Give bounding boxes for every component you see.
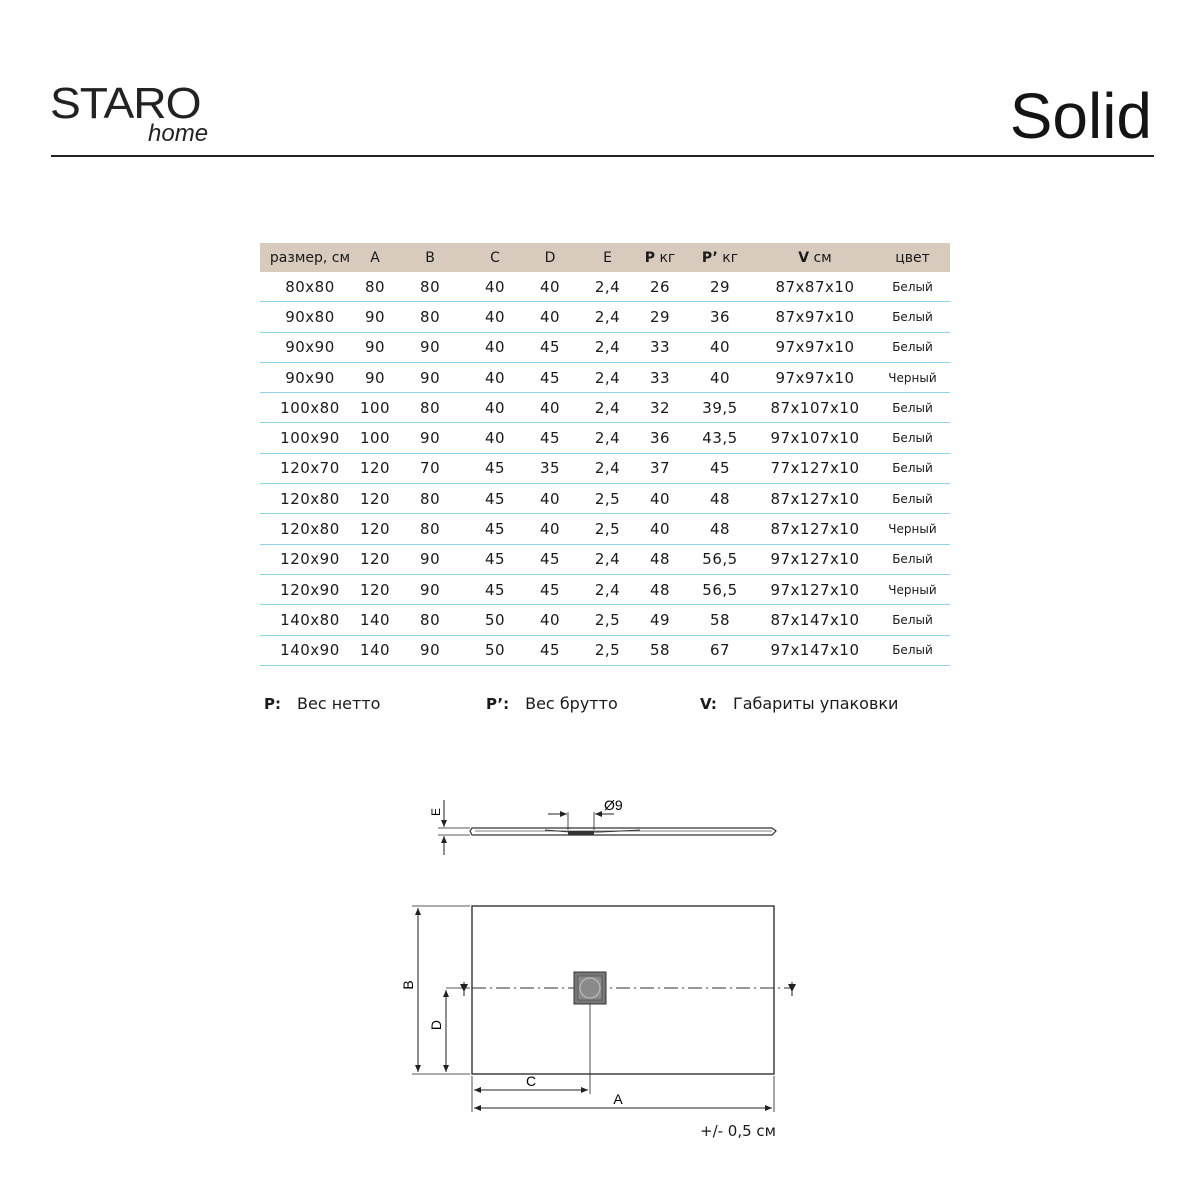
- table-cell: Белый: [875, 302, 950, 332]
- table-cell: 45: [470, 574, 520, 604]
- table-cell: 80: [390, 272, 470, 302]
- column-header: [875, 243, 950, 272]
- table-cell: 49: [635, 605, 685, 635]
- table-cell: 56,5: [685, 574, 755, 604]
- product-title: Solid: [1009, 80, 1152, 152]
- table-cell: 48: [685, 514, 755, 544]
- table-cell: 2,4: [580, 393, 635, 423]
- table-cell: 80x80: [260, 272, 360, 302]
- table-row: [260, 635, 950, 665]
- table-cell: Белый: [875, 635, 950, 665]
- table-cell: 100x90: [260, 423, 360, 453]
- table-cell: Черный: [875, 574, 950, 604]
- column-header: [520, 243, 580, 272]
- table-cell: 40: [685, 332, 755, 362]
- table-cell: Белый: [875, 605, 950, 635]
- column-header-text: D: [544, 249, 556, 266]
- table-cell: 40: [520, 605, 580, 635]
- table-cell: 80: [390, 393, 470, 423]
- dimension-a-label: A: [613, 1091, 623, 1107]
- table-cell: 120x70: [260, 453, 360, 483]
- legend-item-package-size: [700, 694, 898, 713]
- table-cell: 120x90: [260, 574, 360, 604]
- table-row: [260, 574, 950, 604]
- table-row: [260, 453, 950, 483]
- table-cell: 2,5: [580, 605, 635, 635]
- header-divider: [51, 155, 1154, 157]
- table-cell: Белый: [875, 453, 950, 483]
- table-cell: 45: [470, 484, 520, 514]
- table-cell: 2,4: [580, 453, 635, 483]
- table-body: [260, 272, 950, 665]
- table-cell: 97x107x10: [755, 423, 875, 453]
- brand-logo: [50, 80, 240, 150]
- table-cell: 2,5: [580, 635, 635, 665]
- table-cell: Черный: [875, 514, 950, 544]
- table-cell: 33: [635, 362, 685, 392]
- table-row: [260, 362, 950, 392]
- table-cell: 45: [520, 544, 580, 574]
- table-cell: 40: [635, 484, 685, 514]
- table-cell: 87x127x10: [755, 514, 875, 544]
- table-cell: 40: [470, 332, 520, 362]
- column-header: [755, 243, 875, 272]
- table-row: [260, 544, 950, 574]
- table-cell: 87x147x10: [755, 605, 875, 635]
- table-cell: 2,4: [580, 302, 635, 332]
- table-cell: 100: [360, 423, 390, 453]
- dimension-e-label: E: [429, 807, 443, 817]
- table-cell: 58: [635, 635, 685, 665]
- table-cell: 45: [520, 574, 580, 604]
- table-cell: 40: [470, 272, 520, 302]
- table-cell: 48: [635, 544, 685, 574]
- legend-text: Вес нетто: [297, 694, 381, 713]
- table-cell: 70: [390, 453, 470, 483]
- legend-text: Вес брутто: [525, 694, 618, 713]
- column-header-symbol: V: [798, 249, 810, 266]
- table-cell: 40: [520, 272, 580, 302]
- table-cell: 100: [360, 393, 390, 423]
- table-cell: 29: [635, 302, 685, 332]
- table-cell: 87x107x10: [755, 393, 875, 423]
- table-cell: 45: [470, 544, 520, 574]
- table-cell: 90: [360, 332, 390, 362]
- table-cell: 87x87x10: [755, 272, 875, 302]
- table-cell: 2,5: [580, 514, 635, 544]
- side-profile-view: [429, 797, 776, 855]
- table-cell: 87x127x10: [755, 484, 875, 514]
- table-cell: 140: [360, 635, 390, 665]
- table-cell: 120: [360, 544, 390, 574]
- table-cell: 29: [685, 272, 755, 302]
- legend-key: P:: [264, 695, 281, 713]
- column-header-text: E: [603, 249, 612, 266]
- table-cell: 97x147x10: [755, 635, 875, 665]
- table-cell: 80: [390, 605, 470, 635]
- table-cell: 120x80: [260, 514, 360, 544]
- column-header-text: C: [490, 249, 500, 266]
- table-cell: Белый: [875, 484, 950, 514]
- table-cell: Белый: [875, 423, 950, 453]
- table-cell: 36: [685, 302, 755, 332]
- brand-logo-sub: home: [148, 120, 209, 147]
- dimension-c-label: C: [525, 1073, 537, 1089]
- column-header-text: размер, см: [269, 249, 351, 266]
- table-cell: Белый: [875, 332, 950, 362]
- column-header: [580, 243, 635, 272]
- table-cell: 120x90: [260, 544, 360, 574]
- table-cell: 35: [520, 453, 580, 483]
- table-cell: 40: [470, 302, 520, 332]
- table-cell: 90: [360, 302, 390, 332]
- table-cell: 39,5: [685, 393, 755, 423]
- spec-table: [260, 243, 950, 666]
- legend-item-net-weight: [264, 694, 380, 713]
- column-header: [360, 243, 390, 272]
- table-cell: 90: [390, 423, 470, 453]
- table-cell: 77x127x10: [755, 453, 875, 483]
- table-cell: 50: [470, 635, 520, 665]
- table-cell: 80: [390, 484, 470, 514]
- table-cell: 90: [390, 574, 470, 604]
- table-row: [260, 302, 950, 332]
- table-cell: 100x80: [260, 393, 360, 423]
- column-header-text: кг: [717, 249, 739, 266]
- table-cell: 40: [470, 362, 520, 392]
- table-cell: 120: [360, 484, 390, 514]
- table-cell: 45: [685, 453, 755, 483]
- table-cell: 90x90: [260, 362, 360, 392]
- table-cell: 40: [520, 514, 580, 544]
- table-cell: 40: [520, 302, 580, 332]
- table-header-row: [260, 243, 950, 272]
- column-header: [635, 243, 685, 272]
- table-cell: 140x90: [260, 635, 360, 665]
- legend-item-gross-weight: [486, 694, 618, 713]
- table-cell: 40: [520, 484, 580, 514]
- table-cell: Белый: [875, 544, 950, 574]
- column-header-text: кг: [655, 249, 676, 266]
- table-cell: 48: [635, 574, 685, 604]
- table-cell: 48: [685, 484, 755, 514]
- table-row: [260, 514, 950, 544]
- table-cell: 32: [635, 393, 685, 423]
- legend-text: Габариты упаковки: [732, 694, 899, 713]
- table-cell: 120: [360, 514, 390, 544]
- table-cell: 97x127x10: [755, 544, 875, 574]
- technical-drawing: [0, 780, 1200, 1120]
- table-cell: 97x127x10: [755, 574, 875, 604]
- column-header-text: см: [809, 249, 832, 266]
- table-cell: 2,4: [580, 544, 635, 574]
- table-cell: 45: [520, 635, 580, 665]
- legend-key: V:: [700, 695, 717, 713]
- table-cell: 90x80: [260, 302, 360, 332]
- table-cell: 90: [390, 362, 470, 392]
- top-view: [400, 906, 796, 1112]
- table-cell: Черный: [875, 362, 950, 392]
- column-header: [260, 243, 360, 272]
- table-cell: 45: [520, 362, 580, 392]
- table-row: [260, 605, 950, 635]
- table-cell: 2,4: [580, 362, 635, 392]
- table-row: [260, 393, 950, 423]
- drain-diameter-label: Ø9: [604, 797, 623, 813]
- column-header-symbol: P’: [701, 249, 718, 266]
- table-cell: 43,5: [685, 423, 755, 453]
- legend-key: P’:: [486, 695, 510, 713]
- table-cell: 33: [635, 332, 685, 362]
- table-row: [260, 423, 950, 453]
- table-cell: 40: [470, 393, 520, 423]
- column-header: [390, 243, 470, 272]
- table-cell: 58: [685, 605, 755, 635]
- table-cell: 40: [470, 423, 520, 453]
- table-cell: 90: [360, 362, 390, 392]
- table-cell: 50: [470, 605, 520, 635]
- table-cell: 2,4: [580, 272, 635, 302]
- column-header-symbol: P: [644, 249, 655, 266]
- table-cell: 40: [520, 393, 580, 423]
- table-cell: 80: [360, 272, 390, 302]
- table-cell: Белый: [875, 393, 950, 423]
- table-cell: 45: [520, 423, 580, 453]
- table-cell: 120: [360, 453, 390, 483]
- table-cell: 80: [390, 514, 470, 544]
- table-cell: 90: [390, 332, 470, 362]
- table-cell: 56,5: [685, 544, 755, 574]
- table-cell: 90x90: [260, 332, 360, 362]
- table-cell: 90: [390, 544, 470, 574]
- column-header-text: цвет: [895, 249, 930, 266]
- table-cell: 97x97x10: [755, 362, 875, 392]
- table-cell: 37: [635, 453, 685, 483]
- table-cell: 45: [520, 332, 580, 362]
- table-cell: 26: [635, 272, 685, 302]
- tolerance-note: +/- 0,5 см: [700, 1122, 776, 1140]
- table-cell: 36: [635, 423, 685, 453]
- table-row: [260, 332, 950, 362]
- table-cell: 90: [390, 635, 470, 665]
- table-cell: 40: [685, 362, 755, 392]
- table-cell: 40: [635, 514, 685, 544]
- table-cell: 97x97x10: [755, 332, 875, 362]
- dimension-b-label: B: [400, 980, 416, 990]
- brand-logo-main: STARO: [50, 79, 201, 128]
- table-cell: 67: [685, 635, 755, 665]
- table-cell: 120: [360, 574, 390, 604]
- table-cell: 140: [360, 605, 390, 635]
- column-header: [470, 243, 520, 272]
- table-cell: 45: [470, 453, 520, 483]
- table-row: [260, 272, 950, 302]
- table-cell: 2,4: [580, 332, 635, 362]
- table-cell: 2,4: [580, 574, 635, 604]
- column-header-text: A: [370, 249, 380, 266]
- dimension-d-label: D: [428, 1019, 444, 1031]
- table-cell: 80: [390, 302, 470, 332]
- table-cell: 87x97x10: [755, 302, 875, 332]
- column-header-text: B: [425, 249, 435, 266]
- table-row: [260, 484, 950, 514]
- table-cell: 2,5: [580, 484, 635, 514]
- table-cell: 120x80: [260, 484, 360, 514]
- table-cell: 2,4: [580, 423, 635, 453]
- column-header: [685, 243, 755, 272]
- table-cell: Белый: [875, 272, 950, 302]
- table-cell: 140x80: [260, 605, 360, 635]
- table-cell: 45: [470, 514, 520, 544]
